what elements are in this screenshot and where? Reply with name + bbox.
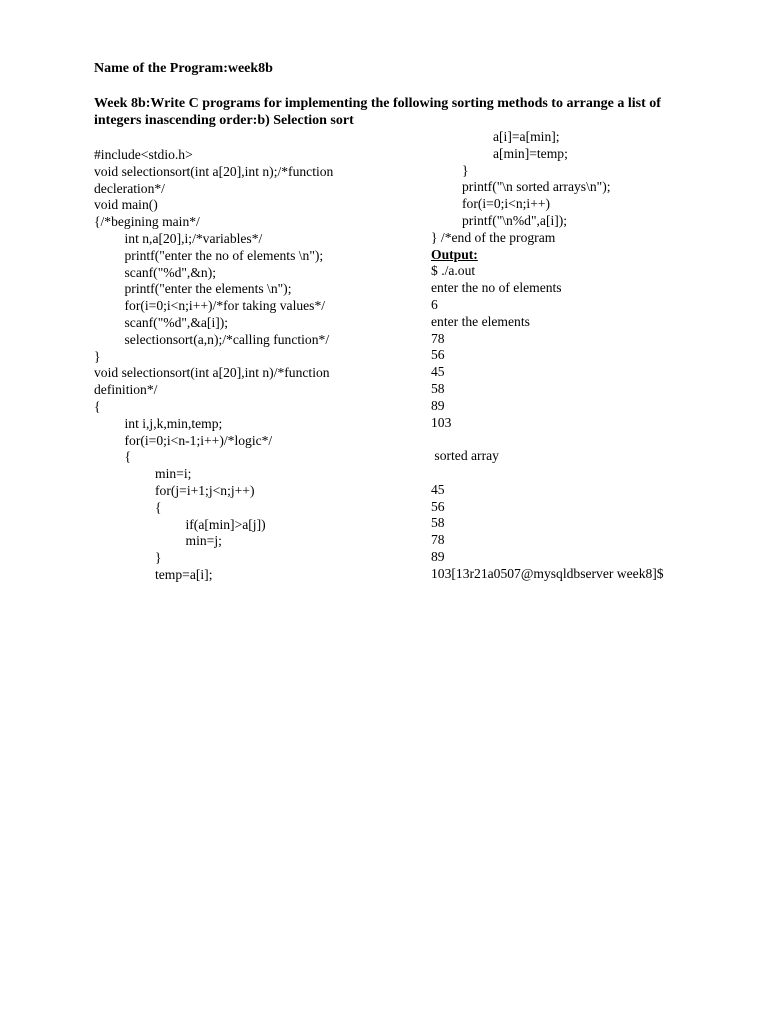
code-line: int n,a[20],i;/*variables*/ — [124, 230, 263, 246]
output-label: Output: — [431, 246, 478, 262]
code-line: enter the elements — [431, 313, 530, 329]
code-line: printf("\n sorted arrays\n"); — [462, 179, 611, 195]
code-line: enter the no of elements — [431, 280, 562, 296]
code-line: min=i; — [155, 466, 192, 482]
code-line: void selectionsort(int a[20],int n)/*function — [94, 365, 330, 381]
program-name: Name of the Program:week8b — [94, 61, 273, 76]
code-line: scanf("%d",&n); — [124, 264, 216, 280]
code-line: { — [94, 398, 101, 414]
code-listing-right — [431, 129, 761, 583]
code-line: {/*begining main*/ — [94, 214, 200, 230]
code-line: 103[13r21a0507@mysqldbserver week8]$ — [431, 565, 664, 581]
code-line: sorted array — [431, 448, 499, 464]
code-line: 78 — [431, 330, 445, 346]
code-line: 6 — [431, 296, 438, 312]
code-line: void main() — [94, 197, 158, 213]
code-line: temp=a[i]; — [155, 566, 213, 582]
code-line: 45 — [431, 481, 445, 497]
code-line — [431, 465, 761, 482]
code-line: for(j=i+1;j<n;j++) — [155, 482, 255, 498]
code-line: min=j; — [185, 533, 222, 549]
code-line: 89 — [431, 397, 445, 413]
code-line: #include<stdio.h> — [94, 147, 193, 162]
code-line: 78 — [431, 532, 445, 548]
code-line: a[min]=temp; — [493, 145, 568, 161]
code-line: $ ./a.out — [431, 263, 476, 279]
title-line-2: integers inascending order:b) Selection sort — [94, 113, 354, 128]
code-line: 58 — [431, 380, 445, 396]
code-line: for(i=0;i<n-1;i++)/*logic*/ — [124, 432, 273, 448]
code-listing-left — [94, 147, 434, 584]
code-line: printf("enter the elements \n"); — [124, 281, 292, 297]
code-line: 58 — [431, 515, 445, 531]
code-line: for(i=0;i<n;i++)/*for taking values*/ — [124, 298, 326, 314]
code-line: 89 — [431, 548, 445, 564]
code-line: 45 — [431, 364, 445, 380]
code-line: a[i]=a[min]; — [493, 129, 560, 144]
title-line-1: Week 8b:Write C programs for implementing the following sorting methods to arrange a list of — [94, 96, 661, 111]
code-line: printf("\n%d",a[i]); — [462, 212, 568, 228]
code-line: void selectionsort(int a[20],int n);/*function — [94, 163, 334, 179]
code-line: for(i=0;i<n;i++) — [462, 196, 551, 212]
code-line: definition*/ — [94, 382, 158, 398]
code-line: { — [124, 449, 132, 465]
code-line: 56 — [431, 347, 445, 363]
code-line: 56 — [431, 498, 445, 514]
code-line: } — [462, 162, 469, 178]
output-heading — [431, 247, 761, 264]
code-line: if(a[min]>a[j]) — [185, 516, 266, 532]
code-line: scanf("%d",&a[i]); — [124, 314, 229, 330]
code-line: printf("enter the no of elements \n"); — [124, 247, 324, 263]
code-line: 103 — [431, 414, 452, 430]
code-line: } — [155, 550, 162, 566]
code-line: } /*end of the program — [431, 229, 556, 245]
code-line: { — [155, 499, 162, 515]
code-line: int i,j,k,min,temp; — [124, 415, 223, 431]
code-line: decleration*/ — [94, 180, 165, 196]
code-line — [431, 431, 761, 448]
code-line: selectionsort(a,n);/*calling function*/ — [124, 331, 330, 347]
code-line: } — [94, 348, 101, 364]
